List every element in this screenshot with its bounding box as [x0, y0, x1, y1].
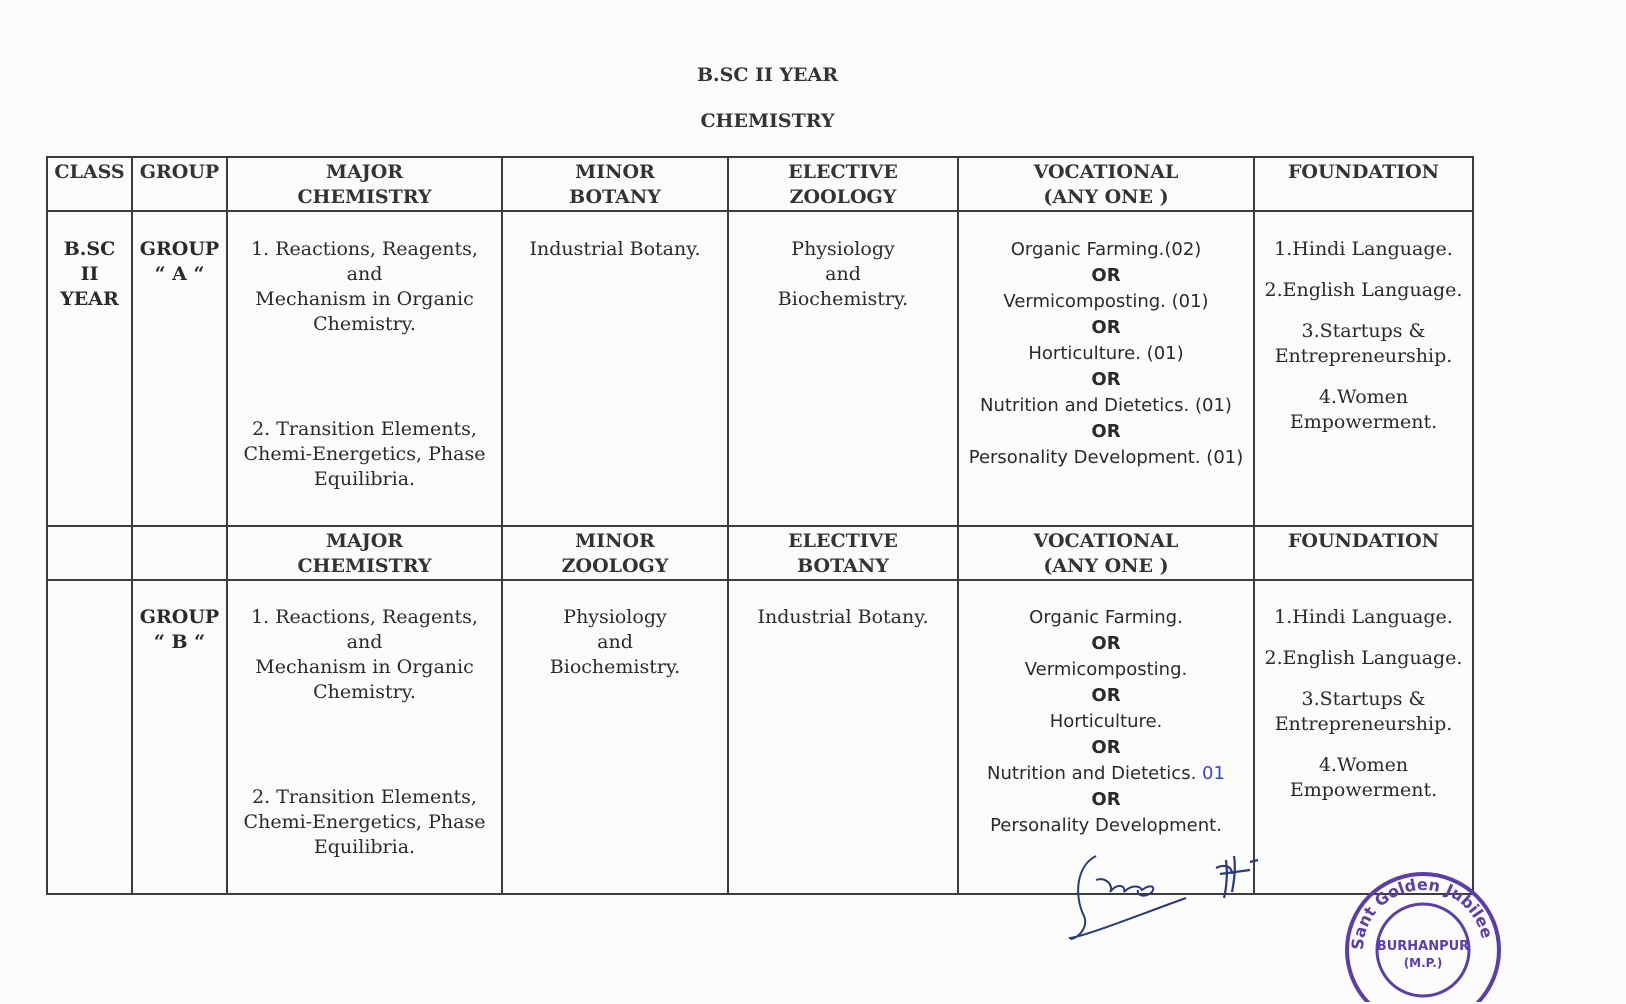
group-a-row — [47, 211, 1473, 526]
header-b-foundation: FOUNDATION — [1254, 526, 1473, 580]
stamp-inner-line-2: (M.P.) — [1403, 956, 1443, 970]
stamp-inner-line-1: BURHANPUR — [1376, 939, 1470, 954]
group-b-class-empty — [47, 580, 132, 894]
handwritten-note: 01 — [1202, 763, 1225, 784]
header-minor: MINOR BOTANY — [502, 157, 728, 211]
header-row-group-b — [47, 526, 1473, 580]
header-foundation: FOUNDATION — [1254, 157, 1473, 211]
group-a-foundation: 1.Hindi Language. 2.English Language. 3.Startups & Entrepreneurship. 4.Women Empowerment. — [1254, 211, 1473, 526]
header-row-group-a — [47, 157, 1473, 211]
stamp-outer-text: Sant Golden Jubilee — [1347, 874, 1497, 951]
header-vocational: VOCATIONAL (ANY ONE ) — [958, 157, 1254, 211]
group-b-major: 1. Reactions, Reagents, and Mechanism in Organic Chemistry. 2. Transition Elements, Chemi-Energetics, Phase Equilibria. — [227, 580, 502, 894]
group-a-major: 1. Reactions, Reagents, and Mechanism in Organic Chemistry. 2. Transition Elements, Chemi-Energetics, Phase Equilibria. — [227, 211, 502, 526]
college-stamp — [1338, 852, 1508, 1002]
header-b-group-empty — [132, 526, 227, 580]
class-cell: B.SC II YEAR — [47, 211, 132, 526]
group-b-vocational: Organic Farming. OR Vermicomposting. OR Horticulture. OR Nutrition and Dietetics. 01 OR Personality Development. — [958, 580, 1254, 894]
document-subtitle: CHEMISTRY — [700, 110, 835, 132]
group-a-vocational: Organic Farming.(02) OR Vermicomposting. (01) OR Horticulture. (01) OR Nutrition and Dietetics. (01) OR Personality Development. (01) — [958, 211, 1254, 526]
header-b-vocational: VOCATIONAL (ANY ONE ) — [958, 526, 1254, 580]
document-title: B.SC II YEAR — [696, 64, 839, 86]
signature — [1066, 846, 1286, 946]
header-elective: ELECTIVE ZOOLOGY — [728, 157, 958, 211]
svg-text:Sant Golden Jubilee Quadrat Co — [1338, 852, 1498, 950]
group-a-minor: Industrial Botany. — [502, 211, 728, 526]
syllabus-table — [46, 156, 1474, 895]
group-b-label: GROUP “ B “ — [132, 580, 227, 894]
group-b-minor: Physiology and Biochemistry. — [502, 580, 728, 894]
header-b-minor: MINOR ZOOLOGY — [502, 526, 728, 580]
header-class: CLASS — [47, 157, 132, 211]
header-group: GROUP — [132, 157, 227, 211]
group-a-label: GROUP “ A “ — [132, 211, 227, 526]
group-a-elective: Physiology and Biochemistry. — [728, 211, 958, 526]
header-b-major: MAJOR CHEMISTRY — [227, 526, 502, 580]
header-b-elective: ELECTIVE BOTANY — [728, 526, 958, 580]
group-b-elective: Industrial Botany. — [728, 580, 958, 894]
group-b-foundation: 1.Hindi Language. 2.English Language. 3.Startups & Entrepreneurship. 4.Women Empowerment. — [1254, 580, 1473, 894]
header-major: MAJOR CHEMISTRY — [227, 157, 502, 211]
header-b-class-empty — [47, 526, 132, 580]
